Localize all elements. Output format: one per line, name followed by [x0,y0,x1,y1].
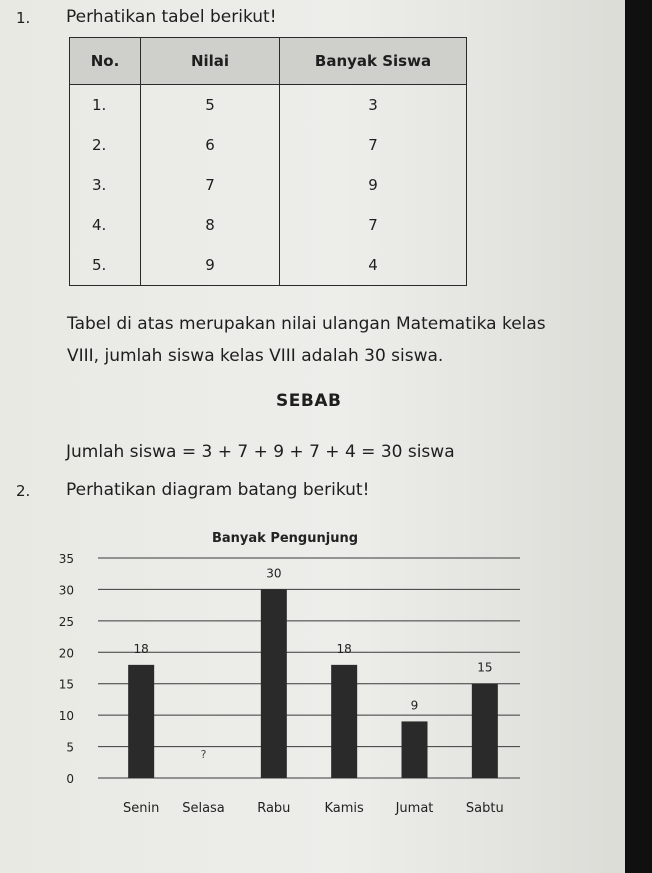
x-tick-label: Sabtu [465,801,504,816]
statement-line-2: VIII, jumlah siswa kelas VIII adalah 30 siswa. [67,346,444,366]
chart-title: Banyak Pengunjung [211,531,359,546]
statement-line-1: Tabel di atas merupakan nilai ulangan Matematika kelas [67,314,546,334]
y-tick-label: 0 [66,772,74,786]
x-tick-label: Jumat [395,801,434,816]
table-cell: 2. [70,125,141,165]
x-tick-label: Selasa [182,801,225,816]
y-tick-label: 20 [58,646,74,661]
table-row [70,125,467,165]
sebab-heading: SEBAB [276,391,342,411]
y-tick-label: 35 [58,552,74,566]
y-axis-ticks [59,552,74,786]
x-axis-ticks [123,801,504,816]
table-row [70,165,467,205]
y-tick-label: 10 [58,709,74,724]
table-cell: 1. [70,85,141,126]
chart-bar [472,684,498,778]
data-label: ? [200,748,207,761]
y-tick-label: 5 [66,740,74,755]
table-cell: 3. [70,165,141,205]
statement-paragraph [67,308,597,372]
y-tick-label: 30 [58,583,74,598]
question-1-prompt: Perhatikan tabel berikut! [66,7,277,27]
table-header-no: No. [70,38,141,85]
table-cell: 9 [141,245,280,286]
data-label: 18 [336,641,352,656]
x-tick-label: Rabu [257,801,291,816]
table-cell: 4. [70,205,141,245]
data-label: 30 [266,566,282,581]
data-label: 9 [410,698,419,713]
table-cell: 7 [280,205,467,245]
question-1-number: 1. [16,9,31,27]
x-tick-label: Senin [122,801,160,816]
table-cell: 5 [141,85,280,126]
table-cell: 8 [141,205,280,245]
chart-data-labels [134,566,493,761]
table-cell: 7 [280,125,467,165]
table-cell: 5. [70,245,141,286]
y-tick-label: 25 [58,614,74,629]
chart-bar [261,589,287,778]
question-2-number: 2. [16,482,31,500]
reason-formula: Jumlah siswa = 3 + 7 + 9 + 7 + 4 = 30 siswa [66,442,455,462]
table-row [70,85,467,126]
score-table [69,37,467,286]
chart-bar [402,721,428,778]
page-edge-shadow [625,0,652,873]
table-cell: 9 [280,165,467,205]
table-header-nilai: Nilai [141,38,280,85]
question-2-prompt: Perhatikan diagram batang berikut! [66,480,370,500]
table-cell: 7 [141,165,280,205]
table-row [70,205,467,245]
data-label: 15 [477,660,493,675]
chart-bar [331,665,357,778]
table-cell: 6 [141,125,280,165]
visitor-bar-chart [40,520,540,850]
table-cell: 3 [280,85,467,126]
table-header-banyak-siswa: Banyak Siswa [280,38,467,85]
table-cell: 4 [280,245,467,286]
x-tick-label: Kamis [324,801,364,816]
table-row [70,245,467,286]
y-tick-label: 15 [58,677,74,692]
chart-grid [98,558,520,778]
data-label: 18 [133,641,149,656]
chart-bar [128,665,154,778]
